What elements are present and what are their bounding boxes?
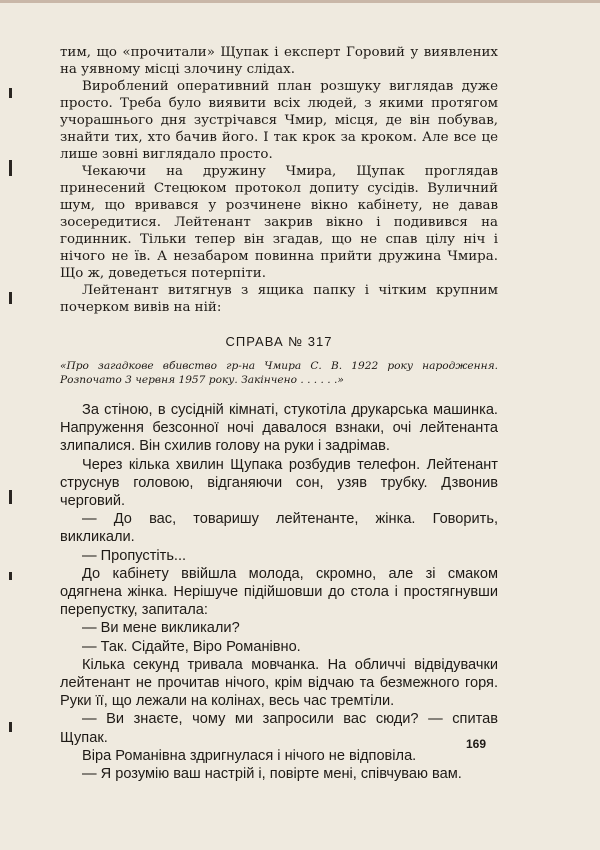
- dialogue-line: — Ви знаєте, чому ми запросили вас сюди? — спитав Щупак.: [60, 711, 498, 746]
- dialogue-line: — До вас, товаришу лейтенанте, жінка. Говорить, викликали.: [60, 511, 498, 546]
- page-text: [60, 44, 498, 783]
- paragraph: Кілька секунд тривала мовчанка. На обличчі відвідувачки лейтенант не прочитав нічого, крім відчаю та безмежного горя. Руки її, що лежали на колінах, весь час тремтіли.: [60, 656, 498, 710]
- dialogue-line: — Я розумію ваш настрій і, повірте мені, співчуваю вам.: [82, 766, 462, 783]
- paragraph: До кабінету ввійшла молода, скромно, але зі смаком одягнена жінка. Нерішуче підійшовши до стола і простягнувши перепустку, запитала:: [60, 565, 498, 619]
- paragraph: Вироблений оперативний план розшуку виглядав дуже просто. Треба було виявити всіх людей, з якими протягом учорашнього дня зустрічався Чмир, місця, де він побував, знайти тих, хто бачив його. І так крок за кроком. Але все це лише зовні виглядало просто.: [60, 79, 498, 162]
- dialogue-line: — Так. Сідайте, Віро Романівно.: [82, 638, 301, 655]
- binding-mark: [9, 160, 12, 176]
- binding-mark: [9, 88, 12, 98]
- page-number: 169: [466, 737, 487, 751]
- binding-mark: [9, 490, 12, 504]
- paragraph: Чекаючи на дружину Чмира, Щупак проглядав принесений Стецюком протокол допиту сусідів. Вуличний шум, що вривався у розчинене вікно кабінету, не давав зосередитися. Лейтенант закрив вікно і подивився на годинник. Тільки тепер він згадав, що не спав цілу ніч і нічого не їв. А незабаром повинна прийти дружина Чмира. Що ж, доведеться потерпіти.: [60, 164, 498, 281]
- paragraph: Віра Романівна здригнулася і нічого не відповіла.: [82, 747, 417, 764]
- paragraph: За стіною, в сусідній кімнаті, стукотіла друкарська машинка. Напруження безсонної ночі давалося взнаки, очі лейтенанта злипалися. Він схилив голову на руки і задрімав.: [60, 402, 498, 455]
- paragraph: Через кілька хвилин Щупака розбудив телефон. Лейтенант струснув головою, відганяючи сон, узяв трубку. Дзвонив черговий.: [60, 456, 498, 510]
- binding-mark: [9, 292, 12, 304]
- case-heading: СПРАВА № 317: [225, 334, 333, 349]
- case-note: «Про загадкове вбивство гр-на Чмира С. В. 1922 року народження. Розпочато 3 червня 1957 року. Закінчено . . . . . .»: [60, 360, 498, 386]
- page-top-edge: [0, 0, 600, 3]
- binding-mark: [9, 722, 12, 732]
- dialogue-line: — Ви мене викликали?: [82, 620, 240, 637]
- binding-mark: [9, 572, 12, 580]
- paragraph: Лейтенант витягнув з ящика папку і чітким крупним почерком вивів на ній:: [60, 283, 498, 315]
- dialogue-line: — Пропустіть...: [82, 547, 187, 564]
- paragraph: тим, що «прочитали» Щупак і експерт Горовий у виявлених на уявному місці злочину слідах.: [60, 45, 498, 77]
